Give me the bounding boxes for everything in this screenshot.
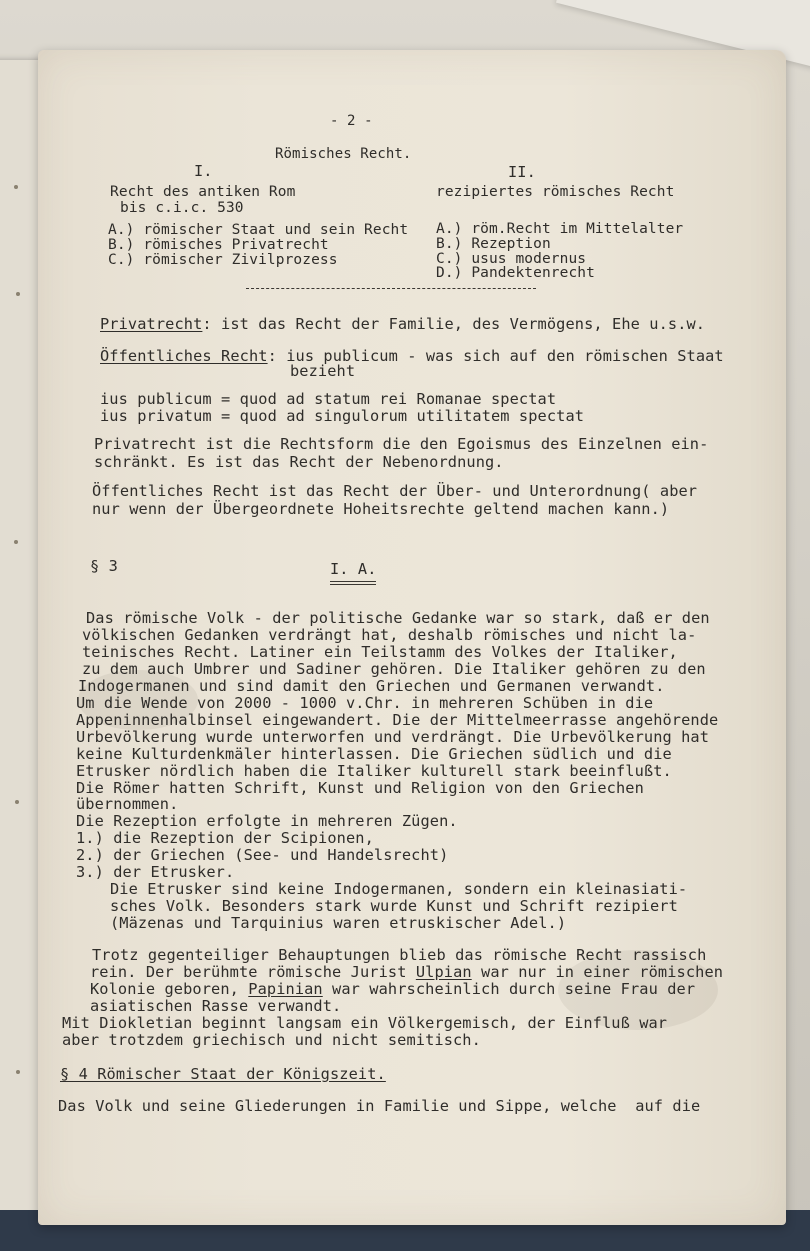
col2-item: B.) Rezeption xyxy=(436,236,551,252)
body-line: aber trotzdem griechisch und nicht semitisch. xyxy=(62,1031,481,1049)
typed-page xyxy=(38,50,786,1225)
double-underline xyxy=(330,584,376,585)
body-line: Die Römer hatten Schrift, Kunst und Religion von den Griechen xyxy=(76,779,644,797)
dashed-divider xyxy=(246,288,536,289)
text-segment: rein. Der berühmte römische Jurist xyxy=(90,963,416,981)
indented-line: sches Volk. Besonders stark wurde Kunst und Schrift rezipiert xyxy=(110,897,678,915)
oeffentliches-line xyxy=(100,348,724,365)
col2-title: rezipiertes römisches Recht xyxy=(436,184,675,200)
privatrecht-term: Privatrecht xyxy=(100,315,203,333)
body-line: teinisches Recht. Latiner ein Teilstamm des Volkes der Italiker, xyxy=(82,643,678,661)
left-binder-page xyxy=(0,60,41,1220)
latin-line: ius publicum = quod ad statum rei Romanae spectat xyxy=(100,390,557,408)
col2-item: D.) Pandektenrecht xyxy=(436,265,595,281)
col2-item: C.) usus modernus xyxy=(436,251,587,267)
col2-numeral: II. xyxy=(508,163,536,181)
oeffentliches-definition: : ius publicum - was sich auf den römischen Staat xyxy=(267,347,724,365)
body-line: Indogermanen und sind damit den Griechen und Germanen verwandt. xyxy=(78,677,665,695)
papinian-name: Papinian xyxy=(248,980,323,998)
punch-hole xyxy=(14,540,18,544)
body-line: Trotz gegenteiliger Behauptungen blieb das römische Recht rassisch xyxy=(92,946,707,964)
punch-hole xyxy=(15,800,19,804)
ulpian-name: Ulpian xyxy=(415,963,472,981)
page-heading: Römisches Recht. xyxy=(275,146,412,162)
oeffentliches-continuation: bezieht xyxy=(290,362,356,380)
paragraph-line: Öffentliches Recht ist das Recht der Über- und Unterordnung( aber xyxy=(92,482,698,500)
body-line: Urbevölkerung wurde unterworfen und verdrängt. Die Urbevölkerung hat xyxy=(76,728,710,746)
oeffentliches-term: Öffentliches Recht xyxy=(100,347,268,365)
text-segment: Kolonie geboren, xyxy=(90,980,249,998)
double-underline xyxy=(330,581,376,582)
privatrecht-line xyxy=(100,316,705,333)
list-item: 1.) die Rezeption der Scipionen, xyxy=(76,829,374,847)
paragraph-line: nur wenn der Übergeordnete Hoheitsrechte geltend machen kann.) xyxy=(92,500,670,518)
body-line: zu dem auch Umbrer und Sadiner gehören. Die Italiker gehören zu den xyxy=(82,660,706,678)
col1-item: A.) römischer Staat und sein Recht xyxy=(108,222,409,238)
text-segment: war nur in einer römischen xyxy=(471,963,724,981)
list-item: 2.) der Griechen (See- und Handelsrecht) xyxy=(76,846,449,864)
indented-line: Die Etrusker sind keine Indogermanen, sondern ein kleinasiati- xyxy=(110,880,688,898)
text-segment: war wahrscheinlich durch seine Frau der xyxy=(322,980,696,998)
latin-line: ius privatum = quod ad singulorum utilitatem spectat xyxy=(100,407,585,425)
col1-item: C.) römischer Zivilprozess xyxy=(108,252,338,268)
paragraph-line: schränkt. Es ist das Recht der Nebenordnung. xyxy=(94,453,504,471)
body-line: Das römische Volk - der politische Gedanke war so stark, daß er den xyxy=(86,609,710,627)
body-line xyxy=(90,981,695,998)
body-line: asiatischen Rasse verwandt. xyxy=(90,997,342,1015)
body-line: Um die Wende von 2000 - 1000 v.Chr. in mehreren Schüben in die xyxy=(76,694,654,712)
paragraph-line: Privatrecht ist die Rechtsform die den Egoismus des Einzelnen ein- xyxy=(94,435,709,453)
body-line: keine Kulturdenkmäler hinterlassen. Die Griechen südlich und die xyxy=(76,745,672,763)
col1-numeral: I. xyxy=(194,162,213,180)
col1-title: Recht des antiken Rom xyxy=(110,184,296,200)
col1-item: B.) römisches Privatrecht xyxy=(108,237,329,253)
col1-subtitle: bis c.i.c. 530 xyxy=(120,200,244,216)
section-mark: § 3 xyxy=(90,557,118,575)
last-line: Das Volk und seine Gliederungen in Familie und Sippe, welche auf die xyxy=(58,1097,701,1115)
section-heading: I. A. xyxy=(330,560,377,578)
body-line: völkischen Gedanken verdrängt hat, deshalb römisches und nicht la- xyxy=(82,626,697,644)
section-4-heading: § 4 Römischer Staat der Königszeit. xyxy=(60,1065,386,1083)
punch-hole xyxy=(16,292,20,296)
body-line: Mit Diokletian beginnt langsam ein Völkergemisch, der Einfluß war xyxy=(62,1014,668,1032)
col2-item: A.) röm.Recht im Mittelalter xyxy=(436,221,684,237)
privatrecht-definition: : ist das Recht der Familie, des Vermögens, Ehe u.s.w. xyxy=(202,315,706,333)
body-line xyxy=(90,964,723,981)
punch-hole xyxy=(14,185,18,189)
body-line: Die Rezeption erfolgte in mehreren Zügen. xyxy=(76,812,458,830)
body-line: Etrusker nördlich haben die Italiker kulturell stark beeinflußt. xyxy=(76,762,672,780)
body-line: Appeninnenhalbinsel eingewandert. Die der Mittelmeerrasse angehörende xyxy=(76,711,719,729)
page-number: - 2 - xyxy=(330,113,373,129)
punch-hole xyxy=(16,1070,20,1074)
list-item: 3.) der Etrusker. xyxy=(76,863,235,881)
body-line: übernommen. xyxy=(76,795,179,813)
indented-line: (Mäzenas und Tarquinius waren etruskischer Adel.) xyxy=(110,914,567,932)
